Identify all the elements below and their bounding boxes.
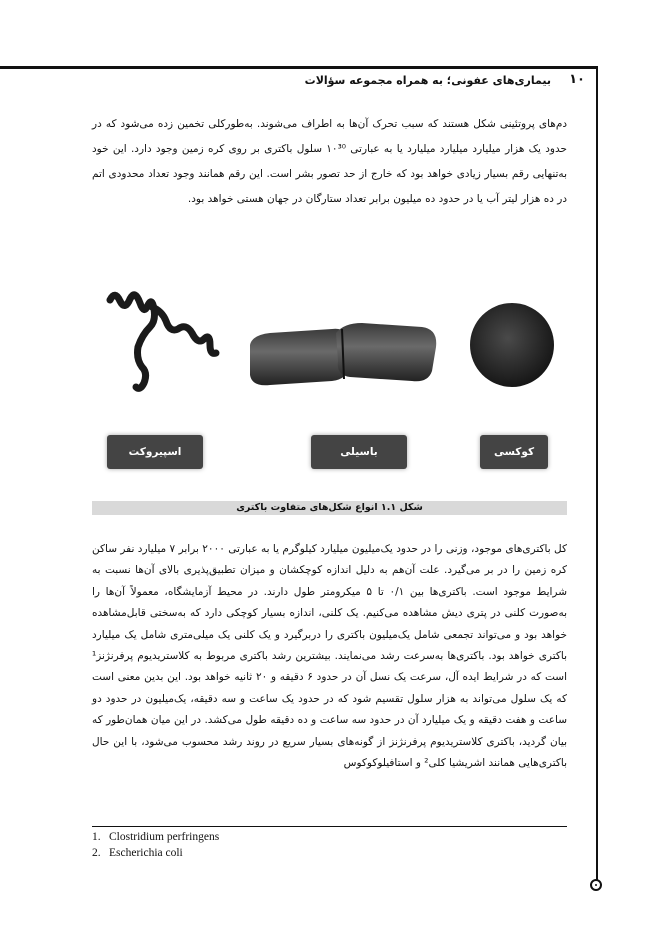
- bacteria-shapes-figure: [92, 275, 567, 475]
- footnote-number: 2.: [92, 847, 101, 859]
- corner-ornament: [590, 879, 602, 891]
- page-number: ۱۰: [569, 72, 585, 87]
- coccus-cell: [470, 303, 554, 387]
- body-paragraph-2: کل باکتری‌های موجود، وزنی را در حدود یک‌میلیون میلیارد کیلوگرم یا به عبارتی ۲۰۰۰ برابر ۷ میلیارد نفر ساکن کره زمین را در بر می‌گیرد. علت آن‌هم به دلیل اندازه کوچکشان و میزان تطبیق‌پذیری بالای آن‌ها نسبت به شرایط موجود است. باکتری‌ها بین ۰/۱ تا ۵ میکرومتر طول دارند. در محیط آزمایشگاه، معمولاً آن‌ها را به‌صورت کلنی در پتری دیش مشاهده می‌کنیم. یک کلنی، اندازه بسیار کوچکی دارد که به‌سختی قابل‌مشاهده خواهد بود و می‌تواند تجمعی شامل یک‌میلیون باکتری را دربرگیرد و یک کلنی یک میلی‌متری شامل یک میلیارد باکتری خواهد بود. باکتری‌ها به‌سرعت رشد می‌نمایند. بیشترین رشد باکتری مربوط به کلاستریدیوم پرفرنژنز¹ است که در شرایط ایده آل، سرعت یک نسل آن در حدود ۶ دقیقه و ۲۰ ثانیه خواهد بود. این بدین معنی است که یک سلول می‌تواند به هزار سلول تقسیم شود که در حدود یک ساعت و سه دقیقه، یک‌میلیون در حدود دو ساعت و هفت دقیقه و یک میلیارد آن در حدود سه ساعت و ده دقیقه طول می‌کشد. در این میان همان‌طور که بیان گردید، باکتری کلاستریدیوم پرفرنژنز از گونه‌های بسیار سریع در روند رشد محسوب می‌شود، با این حال باکتری‌هایی همانند اشریشیا کلی² و استافیلوکوکوس: [92, 543, 568, 770]
- bacillus-cell: [250, 323, 436, 385]
- header-rule: [0, 66, 596, 69]
- spirochete-cell: [110, 295, 216, 389]
- footnote-text: Escherichia coli: [109, 847, 183, 859]
- margin-rule: [596, 66, 598, 888]
- footnote-1: [92, 829, 219, 845]
- label-coccus: کوکسی: [480, 435, 548, 469]
- footnote-2: [92, 845, 219, 861]
- body-paragraph-1: دم‌های پروتئینی شکل هستند که سبب تحرک آن‌ها به اطراف می‌شوند. به‌طورکلی تخمین زده می‌شود که در حدود یک هزار میلیارد میلیارد میلیارد یا به عبارتی ۱۰³⁰ سلول باکتری بر روی کره زمین وجود دارد. این خود به‌تنهایی رقم بسیار زیادی خواهد بود که خارج از حد تصور بشر است. این رقم همانند وجود تعداد محدودی اتم در ده هزار لیتر آب یا در حدود ده میلیون برابر تعداد ستارگان در جهان هستی خواهد بود.: [92, 118, 567, 205]
- footnote-number: 1.: [92, 831, 101, 843]
- figure-caption: شکل ۱.۱ انواع شکل‌های متفاوت باکتری: [92, 501, 567, 515]
- footnote-rule: [92, 826, 567, 827]
- label-bacillus: باسیلی: [311, 435, 407, 469]
- footnote-text: Clostridium perfringens: [109, 831, 220, 843]
- running-head: بیماری‌های عفونی؛ به همراه مجموعه سؤالات: [304, 74, 551, 87]
- footnotes: [92, 829, 219, 861]
- label-spirochete: اسپیروکت: [107, 435, 203, 469]
